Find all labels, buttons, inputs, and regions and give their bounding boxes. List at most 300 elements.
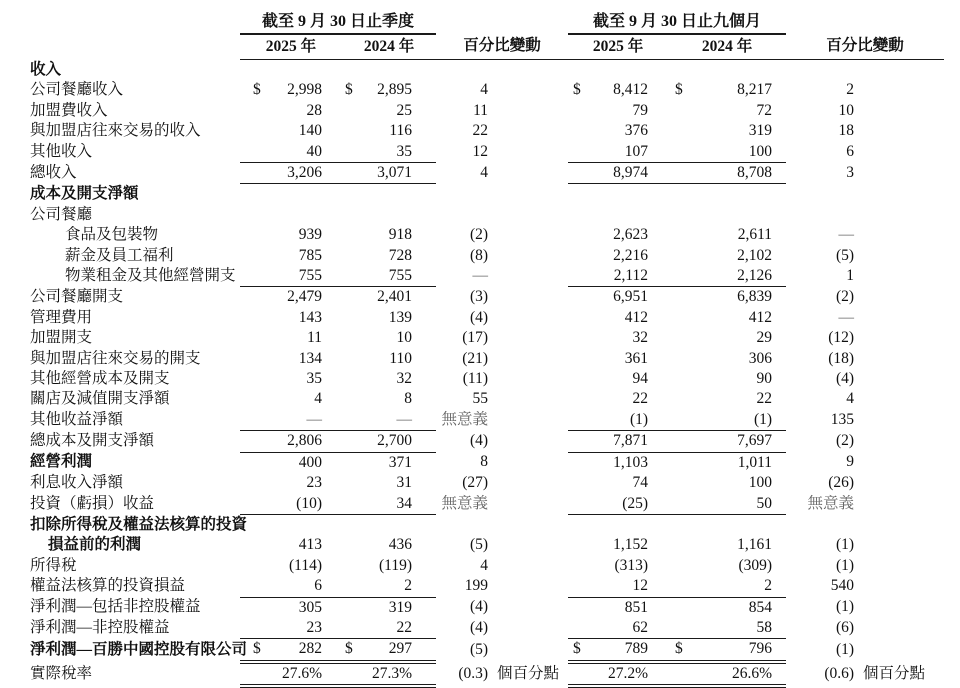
spacer-cell: [944, 266, 960, 287]
nine-month-2025-value-amount: 79: [632, 101, 649, 119]
quarter-2025-value: [240, 389, 342, 409]
nine-month-2024-value-amount: 7,697: [737, 432, 773, 450]
nine-month-2024-value-amount: 29: [756, 329, 773, 347]
row-label: 投資（虧損）收益: [30, 494, 155, 512]
quarter-2025-value-amount: 40: [306, 142, 322, 160]
table-row: [0, 80, 960, 100]
nine-month-2024-value: [668, 662, 786, 686]
nine-month-2025-value-amount: 361: [624, 349, 649, 367]
quarter-2025-value-amount: 140: [298, 122, 322, 140]
nine-month-2024-value: [668, 184, 786, 205]
spacer-cell: [944, 328, 960, 348]
quarter-2025-value-amount: 11: [307, 329, 322, 347]
quarter-2025-value: [240, 369, 342, 389]
nine-month-2025-value: [568, 639, 668, 662]
quarter-pct-suffix: [490, 121, 568, 141]
quarter-2024-value: [342, 369, 436, 389]
row-label: 其他收入: [30, 142, 93, 160]
table-row: [0, 163, 960, 184]
nine-month-pct-suffix: [856, 597, 944, 618]
nine-month-pct-change: (12): [828, 329, 855, 347]
quarter-2025-value-amount: 23: [306, 618, 322, 636]
nine-month-2024-value-amount: 22: [756, 390, 773, 408]
nine-month-2024-value: [668, 556, 786, 576]
quarter-2025-value-amount: 400: [298, 453, 322, 471]
empty-cell: [0, 34, 240, 60]
nine-month-pct-change: (1): [835, 556, 855, 574]
nine-month-pct-suffix: [856, 369, 944, 389]
nine-month-2025-value: [568, 287, 668, 308]
table-row: [0, 389, 960, 409]
quarter-pct-suffix: [490, 287, 568, 308]
nine-month-pct-suffix: 個百分點: [863, 664, 926, 682]
quarter-pct-change: (5): [469, 641, 489, 659]
nine-month-2024-value-amount: 2,611: [737, 226, 773, 244]
nine-month-pct-change: 10: [838, 101, 855, 119]
spacer-cell: [944, 80, 960, 100]
nine-month-pct-change: [786, 184, 856, 205]
table-row: [0, 101, 960, 121]
nine-month-2024-value-amount: 2,102: [737, 246, 773, 264]
quarter-pct-suffix: [490, 535, 568, 555]
quarter-2025-value-amount: 6: [314, 577, 322, 595]
nine-month-pct-change-header: 百分比變動: [786, 34, 944, 60]
row-label: 與加盟店往來交易的開支: [30, 349, 201, 367]
spacer-cell: [944, 142, 960, 163]
quarter-pct-suffix: [490, 246, 568, 266]
table-row: [0, 494, 960, 515]
quarter-2024-value-amount: 3,071: [377, 164, 413, 182]
nine-month-2025-value: [568, 205, 668, 225]
nine-month-2025-value: [568, 369, 668, 389]
quarter-2025-value: [240, 514, 342, 535]
quarter-2024-value-amount: 116: [389, 122, 413, 140]
nine-month-2025-value: [568, 494, 668, 515]
quarter-2024-value: [342, 556, 436, 576]
quarter-2025-value-amount: 28: [306, 101, 322, 119]
nine-month-2024-value: [668, 287, 786, 308]
quarter-pct-change: [436, 60, 490, 81]
quarter-2024-value-amount: 35: [396, 142, 413, 160]
row-label: 加盟開支: [30, 329, 93, 347]
row-label: 扣除所得稅及權益法核算的投資: [30, 515, 248, 533]
nine-month-2024-value: [668, 431, 786, 452]
nine-month-2025-value-amount: 6,951: [613, 288, 649, 306]
quarter-pct-suffix: [490, 576, 568, 597]
quarter-2024-value: [342, 308, 436, 328]
quarter-2025-value-amount: 4: [314, 390, 322, 408]
nine-month-pct-suffix: [856, 121, 944, 141]
quarter-2024-value: [342, 514, 436, 535]
quarter-2025-value-amount: 23: [306, 474, 322, 492]
nine-month-2024-value: [668, 60, 786, 81]
table-row: [0, 142, 960, 163]
quarter-pct-change: 55: [472, 390, 489, 408]
quarter-pct-change: (17): [462, 329, 489, 347]
spacer-cell: [944, 662, 960, 686]
quarter-2025-value: [240, 101, 342, 121]
nine-month-pct-suffix: [856, 389, 944, 409]
spacer-cell: [944, 349, 960, 369]
nine-month-pct-suffix: [856, 308, 944, 328]
quarter-2025-value-amount: 785: [298, 246, 322, 264]
nine-month-2025-value-amount: 27.2%: [607, 664, 649, 682]
nine-month-pct-change: 540: [830, 577, 855, 595]
nine-month-2025-value: [568, 535, 668, 555]
nine-month-2025-value: [568, 308, 668, 328]
quarter-pct-change: (8): [469, 246, 489, 264]
row-label: 物業租金及其他經營開支: [65, 267, 236, 285]
spacer-cell: [944, 556, 960, 576]
quarter-2024-value-amount: 2,401: [377, 288, 413, 306]
table-row: [0, 369, 960, 389]
quarter-pct-change: [436, 514, 490, 535]
quarter-2024-value-amount: 8: [404, 390, 413, 408]
quarter-pct-change: (0.3): [458, 664, 489, 682]
quarter-pct-suffix: [490, 163, 568, 184]
quarter-2024-value: [342, 60, 436, 81]
spacer-cell: [944, 452, 960, 473]
row-label: 權益法核算的投資損益: [30, 577, 186, 595]
nine-month-2025-value: [568, 556, 668, 576]
quarter-2025-value: [240, 597, 342, 618]
nine-month-2025-value: [568, 225, 668, 245]
nine-month-2024-value: [668, 142, 786, 163]
nine-month-pct-change: [786, 60, 856, 81]
nine-month-2024-value: [668, 266, 786, 287]
quarter-2025-value: [240, 473, 342, 493]
quarter-2025-value: [240, 142, 342, 163]
table-row: [0, 349, 960, 369]
quarter-2024-value: [342, 266, 436, 287]
nine-month-pct-change: [786, 205, 856, 225]
quarter-2024-value-amount: 755: [388, 267, 413, 285]
nine-month-2025-value: [568, 163, 668, 184]
quarter-pct-suffix: [490, 80, 568, 100]
currency-symbol: $: [345, 81, 353, 99]
nine-month-pct-suffix: [856, 266, 944, 287]
income-statement-table: [0, 4, 960, 688]
nine-month-2024-value-amount: 90: [756, 370, 773, 388]
nine-month-2025-value: [568, 389, 668, 409]
row-label: 收入: [30, 60, 62, 78]
quarter-pct-suffix: [490, 494, 568, 515]
quarter-2025-value: [240, 287, 342, 308]
quarter-2024-value: [342, 535, 436, 555]
nine-month-2024-value-amount: 6,839: [737, 288, 773, 306]
quarter-pct-suffix: [490, 349, 568, 369]
quarter-2024-value: [342, 142, 436, 163]
nine-month-2024-value-amount: 2: [764, 577, 773, 595]
quarter-pct-suffix: [490, 618, 568, 639]
quarter-2024-value-amount: —: [396, 410, 413, 428]
spacer-cell: [944, 101, 960, 121]
quarter-pct-suffix: [490, 225, 568, 245]
quarter-pct-suffix: [490, 452, 568, 473]
nine-month-2025-value: [568, 142, 668, 163]
row-label: 其他收益淨額: [30, 411, 124, 429]
nine-month-2025-value-amount: 2,623: [613, 226, 649, 244]
nine-month-2024-value-amount: 306: [748, 349, 773, 367]
table-row: [0, 184, 960, 205]
nine-month-2025-value-amount: 32: [632, 329, 649, 347]
nine-month-2024-value-amount: 100: [748, 142, 773, 160]
currency-symbol: $: [675, 81, 683, 99]
nine-month-pct-suffix: [856, 225, 944, 245]
quarter-2024-value: [342, 473, 436, 493]
quarter-pct-change: (27): [462, 474, 489, 492]
table-row: [0, 639, 960, 662]
nine-month-2025-header: 2025 年: [568, 34, 668, 60]
empty-cell: [944, 34, 960, 60]
nine-month-2024-value: [668, 410, 786, 431]
quarter-2025-value: [240, 662, 342, 686]
nine-month-2025-value-amount: 74: [632, 474, 649, 492]
nine-month-pct-suffix: [856, 184, 944, 205]
nine-month-2024-value-amount: (1): [753, 410, 773, 428]
spacer-cell: [944, 597, 960, 618]
nine-month-2024-value: [668, 597, 786, 618]
table-row: [0, 514, 960, 535]
row-label: 食品及包裝物: [65, 226, 159, 244]
quarter-2025-value: [240, 452, 342, 473]
quarter-2025-value-amount: 2,998: [287, 81, 322, 99]
nine-month-2024-value-amount: 26.6%: [731, 664, 773, 682]
quarter-2025-value-amount: (10): [296, 494, 322, 512]
table-row: [0, 60, 960, 81]
row-label: 損益前的利潤: [48, 536, 142, 554]
nine-month-2025-value: [568, 597, 668, 618]
nine-month-2025-value-amount: 2,216: [613, 246, 649, 264]
nine-month-pct-suffix: [856, 349, 944, 369]
table-row: [0, 308, 960, 328]
row-label: 總收入: [30, 164, 77, 182]
row-label: 淨利潤—百勝中國控股有限公司: [30, 641, 248, 659]
quarter-2024-value: [342, 184, 436, 205]
quarter-2025-value-amount: —: [306, 410, 322, 428]
nine-month-pct-change: —: [838, 308, 855, 326]
nine-month-2025-value: [568, 266, 668, 287]
spacer-cell: [944, 308, 960, 328]
quarter-pct-suffix: [490, 266, 568, 287]
nine-month-pct-suffix: [856, 328, 944, 348]
quarter-2025-value-amount: 2,806: [287, 432, 322, 450]
quarter-2024-value-amount: 31: [396, 474, 413, 492]
quarter-2025-value: [240, 535, 342, 555]
table-row: [0, 556, 960, 576]
quarter-2024-value: [342, 205, 436, 225]
nine-month-2024-value: [668, 494, 786, 515]
nine-month-2025-value: [568, 184, 668, 205]
quarter-2025-value: [240, 121, 342, 141]
nine-month-2024-value: [668, 639, 786, 662]
spacer-cell: [944, 494, 960, 515]
nine-month-2025-value: [568, 246, 668, 266]
quarter-2024-value-amount: 10: [396, 329, 413, 347]
spacer-cell: [944, 369, 960, 389]
row-label: 經營利潤: [30, 453, 93, 471]
quarter-2024-header: 2024 年: [342, 34, 436, 60]
nine-month-pct-suffix: [856, 556, 944, 576]
quarter-pct-suffix: [490, 556, 568, 576]
spacer-cell: [944, 618, 960, 639]
spacer-cell: [944, 576, 960, 597]
quarter-2024-value-amount: 27.3%: [371, 664, 413, 682]
spacer-cell: [944, 246, 960, 266]
nine-month-2024-value-amount: 50: [756, 494, 773, 512]
nine-month-pct-change: (1): [835, 536, 855, 554]
nine-month-2025-value-amount: 1,152: [613, 536, 649, 554]
table-row: [0, 431, 960, 452]
currency-symbol: $: [345, 640, 353, 658]
quarter-2025-value: [240, 639, 342, 662]
nine-month-pct-suffix: [856, 431, 944, 452]
nine-month-pct-suffix: [856, 205, 944, 225]
quarter-2024-value-amount: 34: [396, 494, 413, 512]
nine-month-2025-value: [568, 618, 668, 639]
quarter-2025-value-amount: 3,206: [287, 164, 322, 182]
quarter-2024-value-amount: 728: [388, 246, 413, 264]
nine-month-2025-value: [568, 662, 668, 686]
nine-month-2025-value-amount: 107: [624, 142, 649, 160]
quarter-pct-change: (4): [469, 432, 489, 450]
quarter-2025-value-amount: 755: [298, 267, 322, 285]
nine-month-pct-change: 18: [838, 122, 855, 140]
spacer-cell: [944, 535, 960, 555]
quarter-pct-suffix: [490, 205, 568, 225]
quarter-2025-value: [240, 308, 342, 328]
table-row: [0, 618, 960, 639]
nine-month-2024-value: [668, 369, 786, 389]
nine-month-2025-value-amount: 8,412: [613, 81, 649, 99]
nine-month-2024-value: [668, 618, 786, 639]
nine-month-2025-value-amount: (1): [629, 410, 649, 428]
quarter-2025-value: [240, 60, 342, 81]
quarter-pct-suffix: [490, 369, 568, 389]
nine-month-2025-value: [568, 410, 668, 431]
quarter-2024-value: [342, 163, 436, 184]
quarter-2024-value: [342, 431, 436, 452]
quarter-pct-change-header: 百分比變動: [436, 34, 568, 60]
nine-month-2025-value: [568, 60, 668, 81]
empty-cell: [436, 4, 568, 34]
quarter-2024-value: [342, 389, 436, 409]
nine-month-pct-change: (5): [835, 246, 855, 264]
quarter-pct-change: (4): [469, 598, 489, 616]
currency-symbol: $: [253, 640, 261, 658]
table-row: [0, 473, 960, 493]
quarter-2024-value-amount: (119): [379, 556, 413, 574]
nine-month-2024-value-amount: 58: [756, 618, 773, 636]
quarter-pct-change: 22: [472, 122, 489, 140]
quarter-2024-value: [342, 101, 436, 121]
table-row: [0, 576, 960, 597]
quarter-pct-change: 11: [473, 101, 489, 119]
nine-month-2024-value-amount: 854: [748, 598, 773, 616]
nine-month-2024-value: [668, 163, 786, 184]
table-row: [0, 287, 960, 308]
quarter-pct-suffix: [490, 410, 568, 431]
quarter-2024-value: [342, 410, 436, 431]
quarter-2024-value-amount: 2,700: [377, 432, 413, 450]
quarter-group-header: 截至 9 月 30 日止季度: [240, 4, 436, 34]
quarter-pct-change: 8: [480, 453, 489, 471]
nine-month-pct-change: 9: [846, 453, 855, 471]
quarter-2025-value: [240, 80, 342, 100]
nine-month-pct-change: 3: [846, 164, 855, 182]
row-label: 淨利潤—非控股權益: [30, 619, 170, 637]
nine-month-2025-value-amount: 12: [632, 577, 649, 595]
row-label: 公司餐廳: [30, 205, 93, 223]
period-group-header-row: [0, 4, 960, 34]
quarter-2025-value: [240, 163, 342, 184]
quarter-2024-value-amount: 371: [388, 453, 413, 471]
nine-month-pct-change: (26): [828, 474, 855, 492]
table-row: [0, 410, 960, 431]
currency-symbol: $: [675, 640, 683, 658]
quarter-pct-suffix: [490, 60, 568, 81]
quarter-2024-value-amount: 2,895: [377, 81, 413, 99]
quarter-pct-change: 4: [480, 81, 489, 99]
nine-month-2024-value: [668, 452, 786, 473]
table-row: [0, 662, 960, 686]
quarter-2025-value-amount: 413: [298, 536, 322, 554]
quarter-2025-value-amount: 939: [298, 226, 322, 244]
spacer-cell: [944, 287, 960, 308]
quarter-pct-change: (5): [469, 536, 489, 554]
spacer-cell: [944, 389, 960, 409]
quarter-2024-value: [342, 576, 436, 597]
row-label: 管理費用: [30, 308, 93, 326]
quarter-pct-change: (4): [469, 619, 489, 637]
row-label: 薪金及員工福利: [65, 246, 174, 264]
spacer-cell: [944, 205, 960, 225]
quarter-2025-value: [240, 410, 342, 431]
spacer-cell: [944, 225, 960, 245]
nine-month-2025-value: [568, 576, 668, 597]
nine-month-2025-value-amount: 2,112: [613, 267, 649, 285]
nine-month-pct-change: (1): [835, 598, 855, 616]
nine-month-2025-value-amount: 376: [624, 122, 649, 140]
nine-month-pct-suffix: [856, 535, 944, 555]
quarter-2024-value-amount: 319: [388, 598, 413, 616]
quarter-2024-value: [342, 494, 436, 515]
nine-month-pct-change: (2): [835, 432, 855, 450]
nine-month-2025-value: [568, 514, 668, 535]
table-row: [0, 225, 960, 245]
nine-month-2024-value: [668, 225, 786, 245]
quarter-pct-change: 4: [480, 164, 489, 182]
nine-month-2024-value-amount: 319: [748, 122, 773, 140]
nine-month-pct-suffix: [856, 452, 944, 473]
nine-month-pct-suffix: [856, 246, 944, 266]
quarter-pct-change: (4): [469, 308, 489, 326]
nine-month-pct-change: —: [838, 226, 855, 244]
nine-month-2025-value-amount: (313): [614, 556, 649, 574]
nine-month-2025-value: [568, 349, 668, 369]
nine-month-pct-change: 2: [846, 81, 855, 99]
row-label: 實際稅率: [30, 664, 93, 682]
quarter-2025-value-amount: 35: [306, 370, 322, 388]
table-row: [0, 205, 960, 225]
quarter-2025-value: [240, 618, 342, 639]
nine-month-pct-change: (2): [835, 288, 855, 306]
quarter-pct-suffix: [490, 308, 568, 328]
nine-month-2024-header: 2024 年: [668, 34, 786, 60]
nine-month-pct-suffix: [856, 494, 944, 515]
quarter-2024-value: [342, 225, 436, 245]
table-row: [0, 328, 960, 348]
